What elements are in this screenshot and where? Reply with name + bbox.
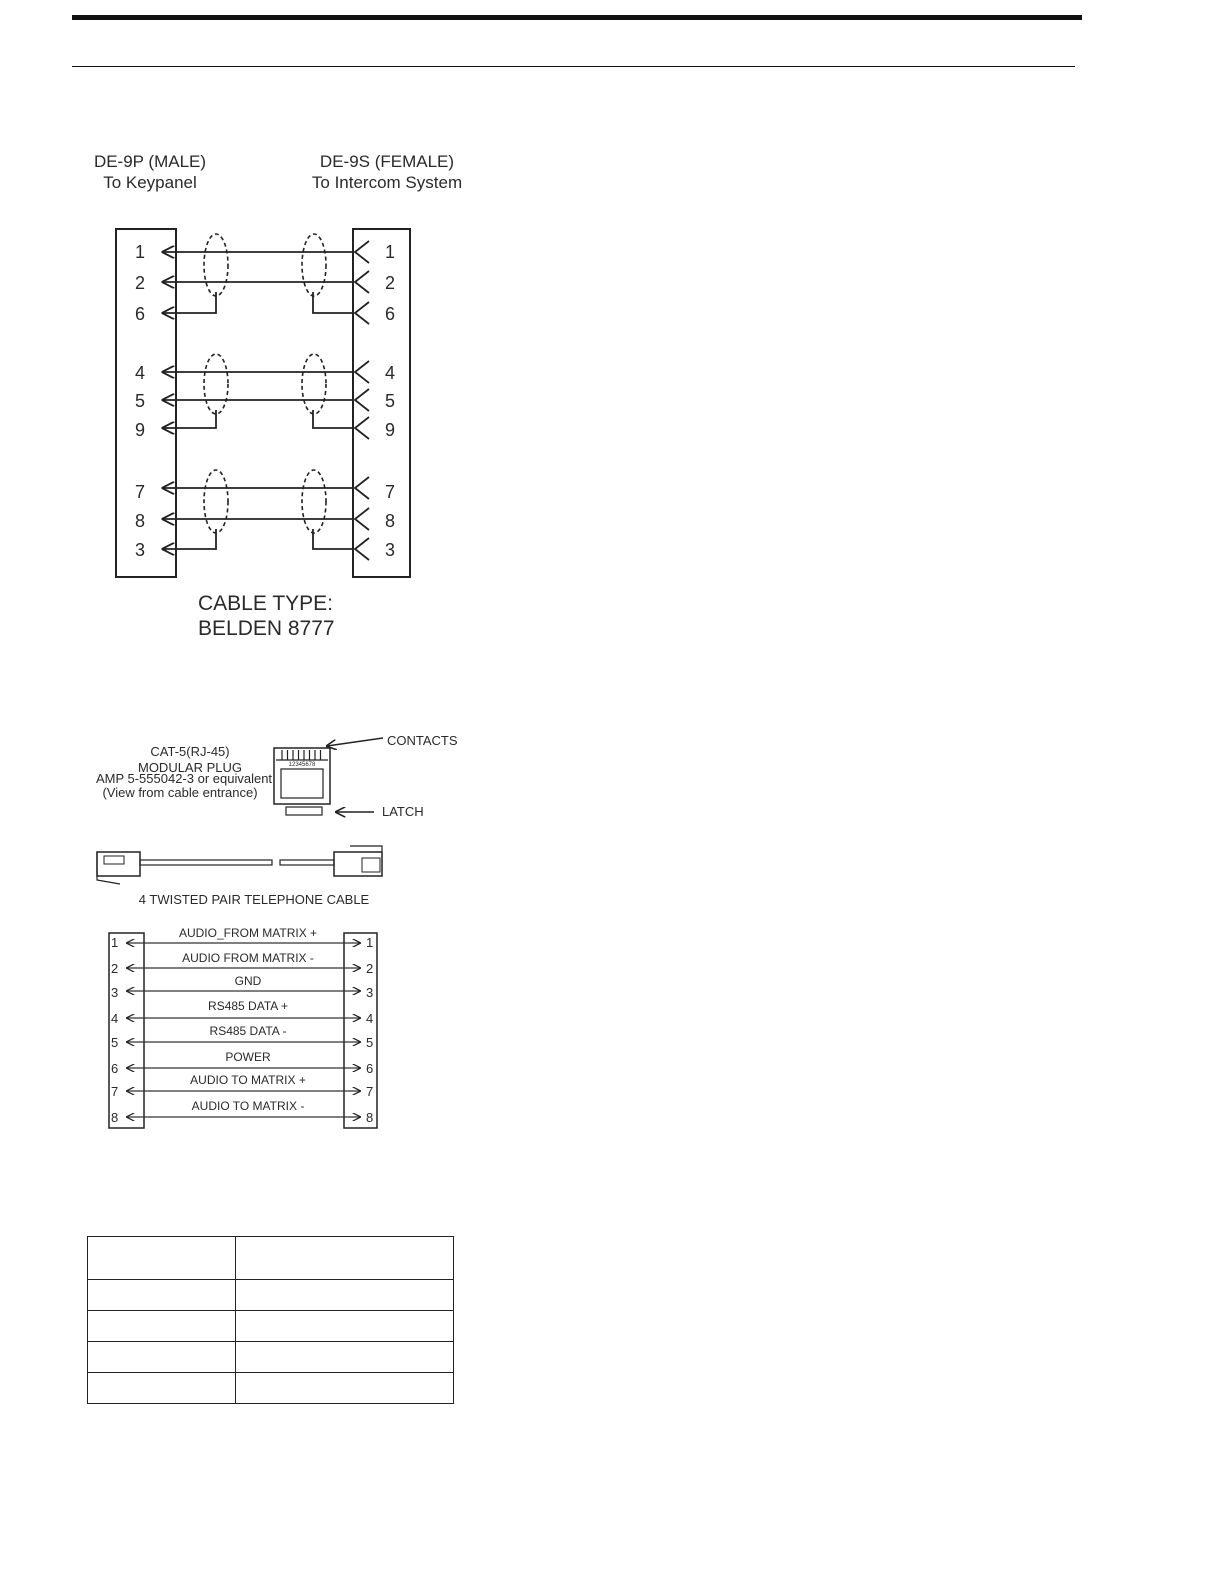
right-plug-window bbox=[362, 858, 380, 872]
signal-name: RS485 DATA + bbox=[208, 999, 288, 1013]
male-pin-label: 4 bbox=[134, 363, 146, 383]
table-cell bbox=[236, 1311, 454, 1342]
pin-number: 3 bbox=[366, 985, 374, 1000]
male-pin-label: 2 bbox=[134, 273, 146, 293]
table-cell bbox=[236, 1373, 454, 1404]
drain-wire-right bbox=[313, 529, 353, 549]
signal-name: AUDIO TO MATRIX - bbox=[191, 1099, 305, 1113]
male-pin-label: 3 bbox=[134, 540, 146, 560]
female-pin-label: 8 bbox=[384, 511, 396, 531]
plug-label-line3: AMP 5-555042-3 or equivalent bbox=[95, 771, 273, 786]
female-pin-label: 2 bbox=[384, 273, 396, 293]
female-title: DE-9S (FEMALE) bbox=[319, 152, 455, 171]
pin-number: 3 bbox=[111, 985, 119, 1000]
female-pin-label: 5 bbox=[384, 391, 396, 411]
female-pin-label: 1 bbox=[384, 242, 396, 262]
male-pin-label: 9 bbox=[134, 420, 146, 440]
contact-numbers: 12345678 bbox=[288, 762, 316, 768]
female-pin-label: 4 bbox=[384, 363, 396, 383]
female-socket-chevron bbox=[355, 361, 369, 383]
signal-name: RS485 DATA - bbox=[209, 1024, 287, 1038]
contacts-arrow bbox=[327, 738, 383, 746]
pin-number: 7 bbox=[111, 1084, 119, 1099]
cable-segment-right bbox=[280, 860, 334, 865]
plug-label-line4: (View from cable entrance) bbox=[102, 785, 258, 800]
shield-ellipse bbox=[302, 234, 326, 296]
de9-diagram bbox=[94, 152, 462, 640]
pin-number: 6 bbox=[366, 1061, 374, 1076]
blank-table bbox=[87, 1236, 454, 1404]
table-row bbox=[88, 1311, 454, 1342]
drain-wire-right bbox=[313, 410, 353, 428]
cable-type-value: BELDEN 8777 bbox=[198, 617, 335, 640]
pin-number: 2 bbox=[111, 961, 119, 976]
female-subtitle: To Intercom System bbox=[311, 173, 463, 192]
plug-label-line1: CAT-5(RJ-45) bbox=[150, 744, 230, 759]
latch-shape bbox=[286, 807, 322, 815]
table-cell bbox=[88, 1237, 236, 1280]
signal-name: GND bbox=[234, 974, 262, 988]
male-pin-label: 1 bbox=[134, 242, 146, 262]
signal-name: POWER bbox=[225, 1050, 271, 1064]
left-plug-clip bbox=[97, 852, 120, 884]
plug-label-line2: MODULAR PLUG bbox=[137, 760, 243, 775]
pin-number: 4 bbox=[366, 1011, 374, 1026]
table-cell bbox=[88, 1280, 236, 1311]
table-cell bbox=[236, 1237, 454, 1280]
male-pin-labels bbox=[135, 242, 145, 560]
latch-label: LATCH bbox=[382, 804, 424, 819]
rj45-plug-diagram bbox=[96, 733, 458, 907]
signal-name: AUDIO FROM MATRIX - bbox=[182, 951, 314, 965]
left-plug-window bbox=[104, 856, 124, 864]
pin-number: 1 bbox=[366, 935, 374, 950]
table-cell bbox=[88, 1373, 236, 1404]
male-pin-label: 8 bbox=[134, 511, 146, 531]
female-socket-chevron bbox=[355, 389, 369, 411]
drain-wire-right bbox=[313, 292, 353, 313]
female-socket-chevron bbox=[355, 538, 369, 560]
pin-number: 1 bbox=[111, 935, 119, 950]
de9-wires bbox=[163, 234, 369, 560]
pin-number: 4 bbox=[111, 1011, 119, 1026]
pinout-left-numbers bbox=[111, 935, 118, 1125]
pin-number: 6 bbox=[111, 1061, 119, 1076]
female-socket-chevron bbox=[355, 271, 369, 293]
drain-wire-left bbox=[163, 410, 216, 428]
female-socket-chevron bbox=[355, 508, 369, 530]
table-cell bbox=[236, 1280, 454, 1311]
female-socket-chevron bbox=[355, 417, 369, 439]
male-pin-label: 7 bbox=[134, 482, 146, 502]
telephone-cable-drawing bbox=[97, 846, 382, 884]
pin-number: 8 bbox=[366, 1110, 374, 1125]
shield-ellipse bbox=[204, 354, 228, 414]
pinout-right-numbers bbox=[366, 935, 373, 1125]
rj45-pinout bbox=[109, 926, 377, 1128]
shield-ellipse bbox=[204, 234, 228, 296]
pin-number: 7 bbox=[366, 1084, 374, 1099]
female-pin-label: 3 bbox=[384, 540, 396, 560]
right-plug-clip bbox=[350, 846, 382, 852]
plug-inner bbox=[281, 769, 323, 798]
contacts-label: CONTACTS bbox=[387, 733, 458, 748]
female-pin-label: 7 bbox=[384, 482, 396, 502]
male-pin-label: 5 bbox=[134, 391, 146, 411]
female-pin-labels bbox=[385, 242, 395, 560]
table-cell bbox=[88, 1342, 236, 1373]
drain-wire-left bbox=[163, 529, 216, 549]
pin-number: 5 bbox=[111, 1035, 119, 1050]
table-cell bbox=[88, 1311, 236, 1342]
drain-wire-left bbox=[163, 292, 216, 313]
male-title: DE-9P (MALE) bbox=[93, 152, 207, 171]
signal-names bbox=[179, 926, 317, 1113]
female-pin-label: 6 bbox=[384, 304, 396, 324]
table-cell bbox=[236, 1342, 454, 1373]
table-row bbox=[88, 1237, 454, 1280]
table-row bbox=[88, 1373, 454, 1404]
cable-type-label: CABLE TYPE: bbox=[198, 592, 334, 615]
table-row bbox=[88, 1342, 454, 1373]
male-subtitle: To Keypanel bbox=[103, 173, 197, 192]
female-pin-label: 9 bbox=[384, 420, 396, 440]
table-row bbox=[88, 1280, 454, 1311]
male-pin-label: 6 bbox=[134, 304, 146, 324]
female-socket-chevron bbox=[355, 302, 369, 324]
pin-number: 8 bbox=[111, 1110, 119, 1125]
cable-label: 4 TWISTED PAIR TELEPHONE CABLE bbox=[138, 892, 370, 907]
pin-number: 2 bbox=[366, 961, 374, 976]
plug-front-view bbox=[274, 748, 330, 815]
shield-ellipse bbox=[302, 354, 326, 414]
pin-number: 5 bbox=[366, 1035, 374, 1050]
signal-name: AUDIO TO MATRIX + bbox=[190, 1073, 306, 1087]
signal-name: AUDIO_FROM MATRIX + bbox=[178, 926, 318, 940]
female-socket-chevron bbox=[355, 241, 369, 263]
shield-ellipse bbox=[204, 470, 228, 533]
cable-segment-left bbox=[140, 860, 272, 865]
female-socket-chevron bbox=[355, 477, 369, 499]
contact-teeth bbox=[276, 750, 328, 760]
shield-ellipse bbox=[302, 470, 326, 533]
